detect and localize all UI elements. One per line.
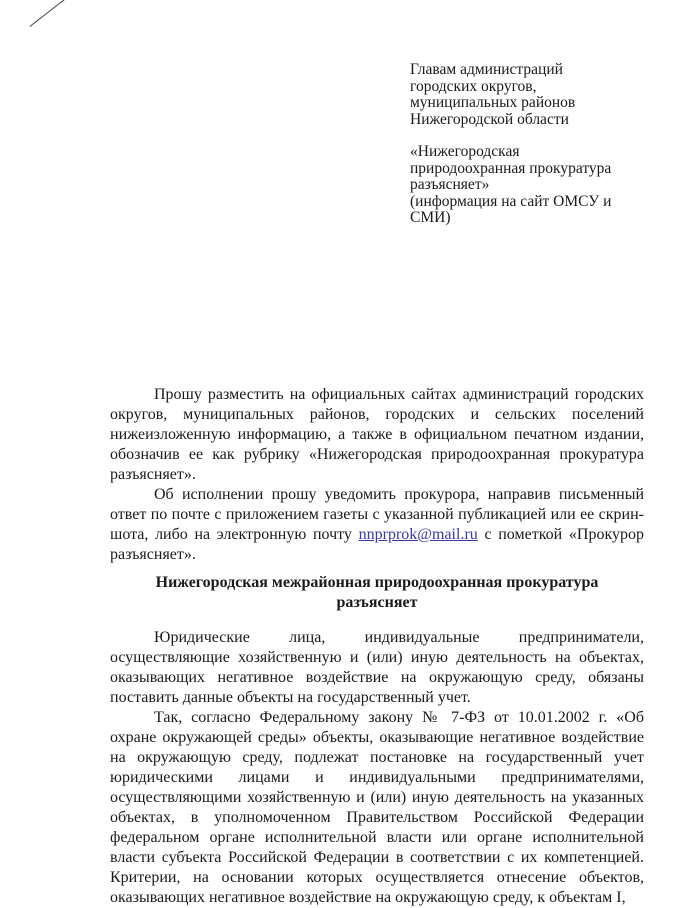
- addressee-line: Главам администраций: [410, 61, 563, 78]
- intro-paragraph-2-text: Об исполнении прошу уведомить прокурора, направив письменный ответ по почте с приложением газеты с указанной публикацией или ее скрин-шота, либо на электронную почту: [110, 486, 644, 543]
- subject-line: «Нижегородская: [410, 143, 520, 160]
- addressee-line: Нижегородской области: [410, 110, 569, 128]
- addressee-line: городских округов,: [410, 77, 537, 95]
- intro-section: [110, 385, 644, 565]
- scan-pen-mark: [30, 0, 66, 27]
- subject-line: природоохранная прокуратура: [410, 159, 612, 177]
- heading-line-1: Нижегородская межрайонная природоохранная прокуратура: [155, 574, 599, 591]
- main-paragraph-1: Юридические лица, индивидуальные предприниматели, осуществляющие хозяйственную и (или) иную деятельность на объектах, оказывающих негативное воздействие на окружающую среду, обязаны поставить данные объекты на государственный учет.: [110, 629, 644, 706]
- subject-line: разъясняет»: [410, 176, 490, 193]
- addressee-line: муниципальных районов: [410, 94, 576, 111]
- intro-paragraph-1: Прошу разместить на официальных сайтах администраций городских округов, муниципальных районов, городских и сельских поселений нижеизложенную информацию, а также в официальном печатном издании, обозначив ее как рубрику «Нижегородская природоохранная прокуратура разъясняет».: [110, 386, 644, 483]
- subject-line: (информация на сайт ОМСУ и: [410, 192, 612, 210]
- email-link[interactable]: nnprprok@mail.ru: [358, 526, 478, 543]
- heading-line-2: разъясняет: [336, 594, 418, 611]
- addressee-spacer: [410, 128, 660, 144]
- intro-paragraph-2-tail: с пометкой «Прокурор разъясняет».: [110, 526, 645, 563]
- main-section: [110, 628, 644, 908]
- subject-line: СМИ): [410, 209, 451, 226]
- addressee-block: [410, 62, 660, 227]
- section-heading: [110, 573, 644, 613]
- main-paragraph-2: Так, согласно Федеральному закону № 7-ФЗ от 10.01.2002 г. «Об охране окружающей среды» объекты, оказывающие негативное воздействие на окружающую среду, подлежат постановке на государственный учет юридическими лицами и индивидуальными предпринимателями, осуществляющими хозяйственную и (или) иную деятельность на указанных объектах, в уполномоченном Правительством Российской Федерации федеральном органе исполнительной власти или органе исполнительной власти субъекта Российской Федерации в соответствии с их компетенцией. Критерии, на основании которых осуществляется отнесение объектов, оказывающих негативное воздействие на окружающую среду, к объектам I,: [110, 709, 644, 906]
- intro-paragraph-2: [110, 485, 644, 565]
